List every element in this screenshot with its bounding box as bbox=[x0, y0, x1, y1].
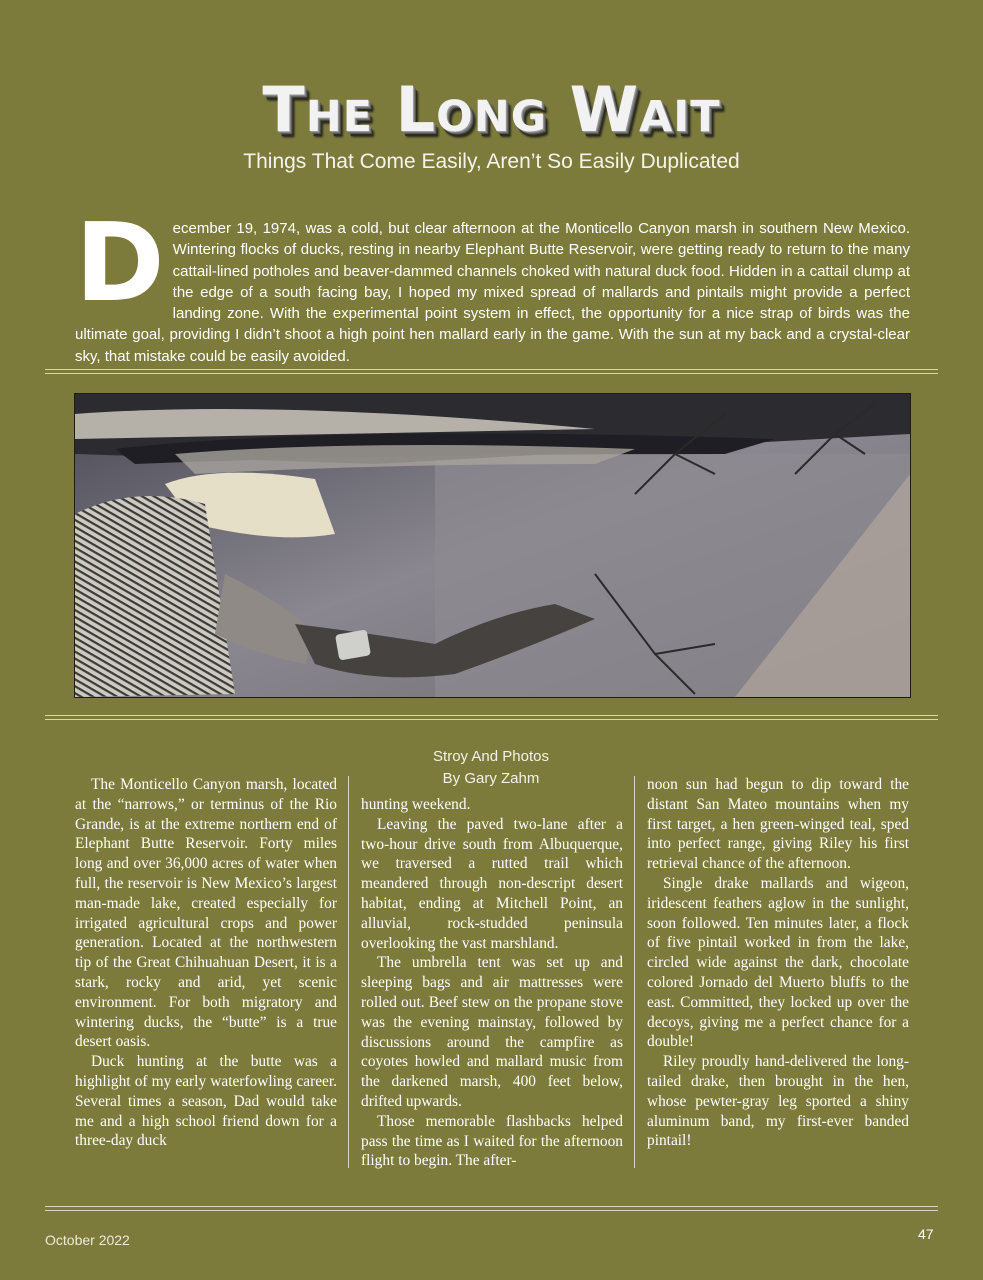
byline bbox=[391, 746, 591, 790]
divider-top bbox=[45, 369, 938, 374]
column-paragraph: The umbrella tent was set up and sleeping bags and air mattresses were rolled out. Beef stew on the propane stove was the evening mainstay, followed by discussions around the campfire as coyotes howled and mallard music from the darkened marsh, 400 feet below, drifted upwards. bbox=[361, 954, 623, 1110]
byline-author: By Gary Zahm bbox=[442, 770, 540, 787]
column-paragraph: Those memorable flashbacks helped pass the time as I waited for the afternoon flight to begin. The after- bbox=[361, 1112, 623, 1170]
footer-date: October 2022 bbox=[45, 1232, 130, 1248]
column-paragraph: Riley proudly hand-delivered the long-tailed drake, then brought in the hen, whose pewter-gray leg sported a shiny aluminum band, my first-ever banded pintail! bbox=[647, 1053, 909, 1150]
column-paragraph: hunting weekend. bbox=[361, 796, 471, 813]
divider-middle bbox=[45, 715, 938, 720]
intro-paragraph bbox=[75, 201, 910, 367]
column-paragraph: The Monticello Canyon marsh, located at the “narrows,” or terminus of the Rio Grande, is at the extreme northern end of Elephant Butte Reservoir. Forty miles long and over 36,000 acres of water when full, the reservoir is New Mexico’s largest man-made lake, created especially for irrigated agricultural crops and power generation. Located at the northwestern tip of the Great Chihuahuan Desert, it is a stark, rocky and arid, yet scenic environment. For both migratory and wintering ducks, the “butte” is a true desert oasis. bbox=[75, 776, 337, 1051]
page-number: 47 bbox=[918, 1226, 934, 1242]
byline-credit: Stroy And Photos bbox=[433, 748, 549, 765]
column-2 bbox=[361, 795, 623, 1171]
column-divider-2 bbox=[634, 776, 635, 1168]
column-3 bbox=[647, 775, 909, 1151]
drop-cap: D bbox=[75, 201, 165, 326]
column-divider-1 bbox=[348, 776, 349, 1168]
article-title: The Long Wait bbox=[262, 73, 721, 146]
pintail-photo bbox=[74, 393, 911, 698]
column-1 bbox=[75, 775, 337, 1151]
intro-text: ecember 19, 1974, was a cold, but clear afternoon at the Monticello Canyon marsh in southern New Mexico. Wintering flocks of ducks, resting in nearby Elephant Butte Reservoir, were getting ready to return to the many cattail-lined potholes and beaver-dammed channels choked with natural duck food. Hidden in a cattail clump at the edge of a south facing bay, I hoped my mixed spread of mallards and pintails might provide a perfect landing zone. With the experimental point system in effect, the opportunity for a nice strap of birds was the ultimate goal, providing I didn’t shoot a high point hen mallard early in the game. With the sun at my back and a crystal-clear sky, that mistake could be easily avoided. bbox=[75, 220, 910, 365]
column-paragraph: Duck hunting at the butte was a highlight of my early waterfowling career. Several times a season, Dad would take me and a high school friend down for a three-day duck bbox=[75, 1053, 337, 1150]
column-paragraph: Leaving the paved two-lane after a two-hour drive south from Albuquerque, we traversed a rutted trail which meandered through non-descript desert habitat, ending at Mitchell Point, an alluvial, rock-studded peninsula overlooking the vast marshland. bbox=[361, 815, 623, 952]
article-subtitle: Things That Come Easily, Aren’t So Easily Duplicated bbox=[243, 150, 740, 173]
divider-bottom bbox=[45, 1206, 938, 1211]
column-paragraph: noon sun had begun to dip toward the distant San Mateo mountains when my first target, a hen green-winged teal, sped into perfect range, giving Riley his first retrieval chance of the afternoon. bbox=[647, 776, 909, 873]
column-paragraph: Single drake mallards and wigeon, iridescent feathers aglow in the sunlight, soon followed. Ten minutes later, a flock of five pintail worked in from the lake, circled wide against the dark, chocolate colored Jornado del Muerto bluffs to the east. Committed, they locked up over the decoys, giving me a perfect chance for a double! bbox=[647, 874, 909, 1051]
